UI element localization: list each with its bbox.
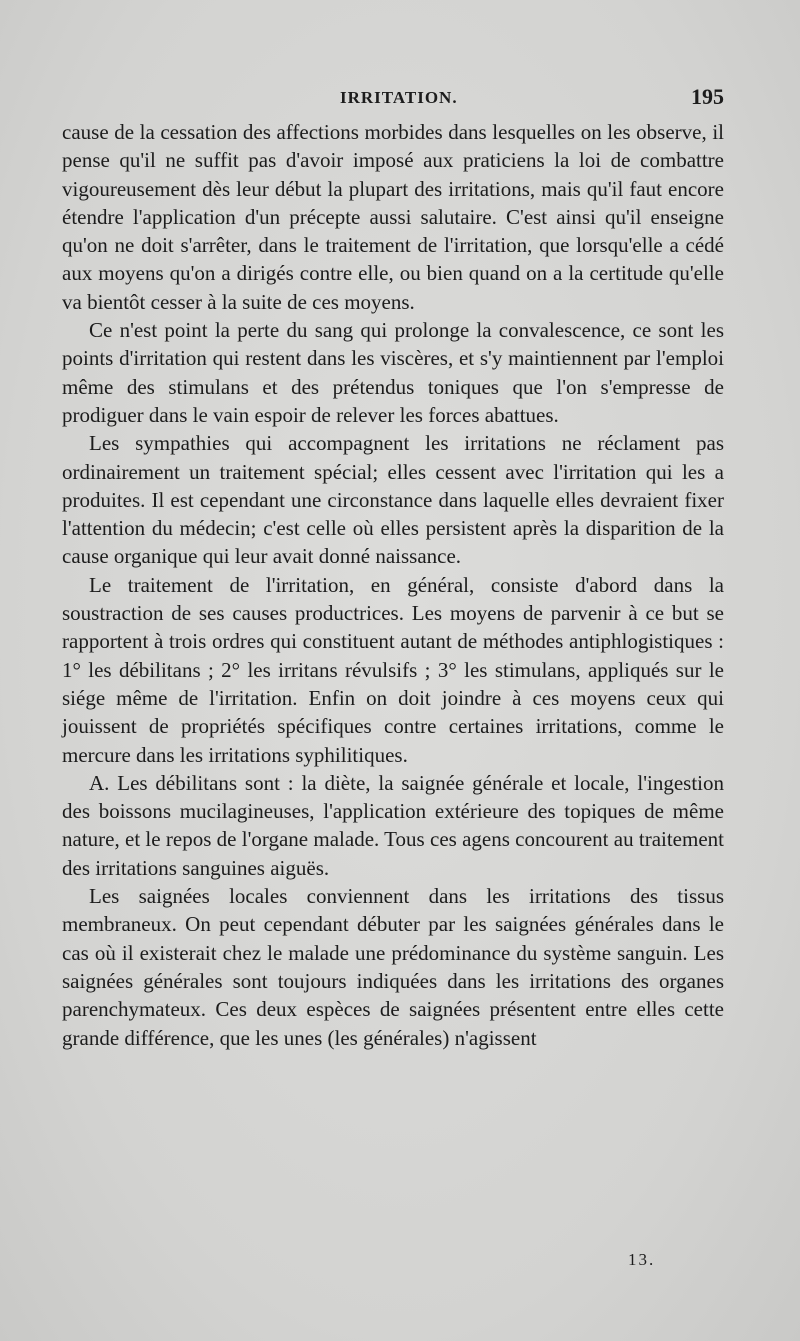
running-title: IRRITATION. [340, 88, 458, 107]
paragraph-treatment: Le traitement de l'irritation, en général, consiste d'abord dans la soustraction de ses causes productrices. Les moyens de parvenir à ce but se rapportent à trois ordres qui constituent autant de méthodes antiphlogistiques : 1° les débilitans ; 2° les irritans révulsifs ; 3° les stimulans, appliqués sur le siége même de l'irritation. Enfin on doit joindre à ces moyens ceux qui jouissent de propriétés spécifiques contre certaines irritations, comme le mercure dans les irritations syphilitiques. [62, 572, 724, 767]
paragraph-continuation: cause de la cessation des affections morbides dans lesquelles on les observe, il pense qu'il ne suffit pas d'avoir imposé aux praticiens la loi de combattre vigoureusement dès leur début la plupart des irritations, mais qu'il faut encore étendre l'application d'un précepte aussi salutaire. C'est ainsi qu'il enseigne qu'on ne doit s'arrêter, dans le traitement de l'irritation, que lorsqu'elle a cédé aux moyens qu'on a dirigés contre elle, ou bien quand on a la certitude qu'elle va bientôt cesser à la suite de ces moyens. [62, 120, 724, 314]
body-text [62, 118, 724, 1052]
paragraph-convalescence: Ce n'est point la perte du sang qui prolonge la convalescence, ce sont les points d'irritation qui restent dans les viscères, et s'y maintiennent par l'emploi même des stimulans et des prétendus toniques que l'on s'empresse de prodiguer dans le vain espoir de relever les forces abattues. [62, 318, 724, 427]
paragraph-debilitans: A. Les débilitans sont : la diète, la saignée générale et locale, l'ingestion des boissons mucilagineuses, l'application extérieure des topiques de même nature, et le repos de l'organe malade. Tous ces agens concourent au traitement des irritations sanguines aiguës. [62, 770, 724, 880]
page-header [62, 84, 724, 116]
page-number: 195 [691, 84, 724, 109]
paragraph-saignees: Les saignées locales conviennent dans les irritations des tissus membraneux. On peut cependant débuter par les saignées générales dans le cas où il existerait chez le malade une prédominance du système sanguin. Les saignées générales sont toujours indiquées dans les irritations des organes parenchymateux. Ces deux espèces de saignées présentent entre elles cette grande différence, que les unes (les générales) n'agissent [62, 884, 724, 1050]
paragraph-sympathies: Les sympathies qui accompagnent les irritations ne réclament pas ordinairement un traitement spécial; elles cessent avec l'irritation qui les a produites. Il est cependant une circonstance dans laquelle elles devraient fixer l'attention du médecin; c'est celle où elles persistent après la disparition de la cause organique qui leur avait donné naissance. [62, 431, 724, 569]
signature-mark: 13. [628, 1250, 656, 1269]
